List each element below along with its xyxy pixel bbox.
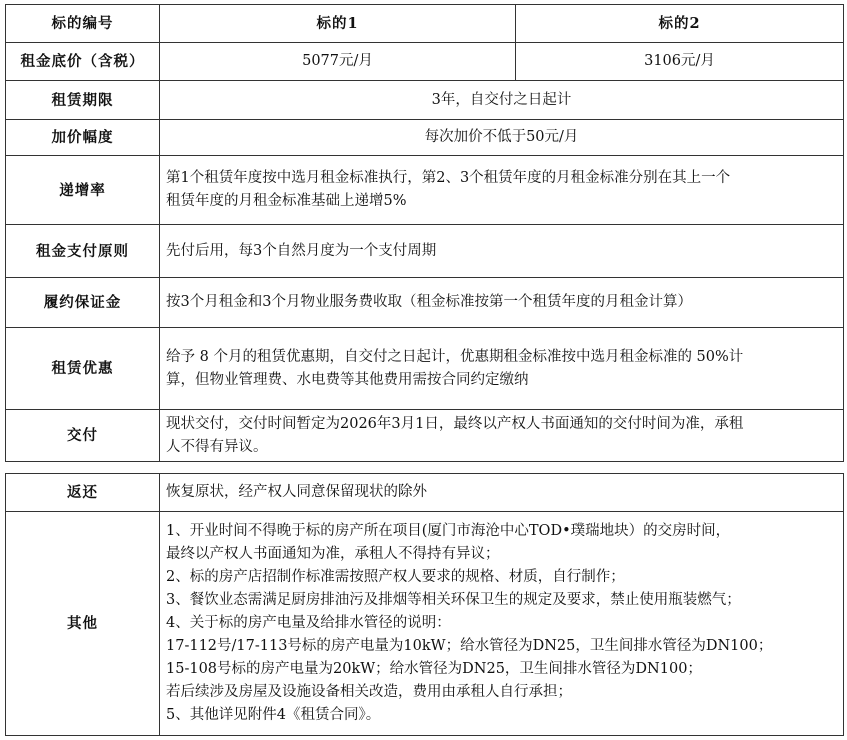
escalation-rate-label: 递增率 (6, 156, 160, 225)
table-row-return (6, 474, 844, 512)
delivery-line-1: 现状交付，交付时间暂定为2026年3月1日，最终以产权人书面通知的交付时间为准，承租 (166, 415, 744, 432)
delivery-label: 交付 (6, 410, 160, 462)
table-row-payment-principle (6, 225, 844, 278)
other-line-9: 5、其他详见附件4《租赁合同》。 (166, 707, 381, 723)
discount-label: 租赁优惠 (6, 328, 160, 410)
table-row-deposit (6, 278, 844, 328)
lease-term-value: 3年，自交付之日起计 (160, 81, 844, 120)
table-row-escalation-rate (6, 156, 844, 225)
other-line-3: 2、标的房产店招制作标准需按照产权人要求的规格、材质，自行制作； (166, 569, 625, 585)
lease-term-label: 租赁期限 (6, 81, 160, 120)
payment-principle-label: 租金支付原则 (6, 225, 160, 278)
rent-floor-lot-2: 3106元/月 (516, 43, 844, 81)
table-row-rent-floor (6, 43, 844, 81)
other-value (160, 512, 844, 736)
other-line-1: 1、开业时间不得晚于标的房产所在项目(厦门市海沧中心TOD•璞瑞地块）的交房时间， (166, 523, 731, 539)
rent-floor-lot-1: 5077元/月 (160, 43, 516, 81)
other-line-7: 15-108号标的房产电量为20kW；给水管径为DN25，卫生间排水管径为DN100； (166, 661, 702, 677)
header-label: 标的编号 (6, 5, 160, 43)
table-row-discount (6, 328, 844, 410)
payment-principle-value: 先付后用，每3个自然月度为一个支付周期 (160, 225, 844, 278)
deposit-value: 按3个月租金和3个月物业服务费收取（租金标准按第一个租赁年度的月租金计算） (160, 278, 844, 328)
other-line-8: 若后续涉及房屋及设施设备相关改造，费用由承租人自行承担； (166, 684, 572, 700)
table-row-other (6, 512, 844, 736)
escalation-rate-line-1: 第1个租赁年度按中选月租金标准执行，第2、3个租赁年度的月租金标准分别在其上一个 (166, 170, 731, 186)
table-row-delivery (6, 410, 844, 462)
discount-value (160, 328, 844, 410)
table-row-lease-term (6, 81, 844, 120)
header-lot-1: 标的1 (160, 5, 516, 43)
escalation-rate-value (160, 156, 844, 225)
other-line-4: 3、餐饮业态需满足厨房排油污及排烟等相关环保卫生的规定及要求，禁止使用瓶装燃气； (166, 592, 741, 608)
delivery-line-2: 人不得有异议。 (166, 438, 268, 455)
table-row-header (6, 5, 844, 43)
bid-increment-label: 加价幅度 (6, 120, 160, 156)
bid-increment-value: 每次加价不低于50元/月 (160, 120, 844, 156)
lease-terms-table (5, 4, 844, 462)
table-row-bid-increment (6, 120, 844, 156)
header-lot-2: 标的2 (516, 5, 844, 43)
other-line-2: 最终以产权人书面通知为准，承租人不得持有异议； (166, 546, 500, 562)
escalation-rate-line-2: 租赁年度的月租金标准基础上递增5% (166, 193, 407, 209)
other-line-5: 4、关于标的房产电量及给排水管径的说明： (166, 615, 451, 631)
other-line-6: 17-112号/17-113号标的房产电量为10kW；给水管径为DN25，卫生间排水管径为DN100； (166, 638, 773, 654)
return-value: 恢复原状，经产权人同意保留现状的除外 (160, 474, 844, 512)
discount-line-2: 算，但物业管理费、水电费等其他费用需按合同约定缴纳 (166, 371, 529, 388)
lease-terms-table-continued (5, 473, 844, 736)
discount-line-1: 给予 8 个月的租赁优惠期，自交付之日起计，优惠期租金标准按中选月租金标准的 50%计 (166, 348, 744, 365)
other-label: 其他 (6, 512, 160, 736)
delivery-value (160, 410, 844, 462)
return-label: 返还 (6, 474, 160, 512)
deposit-label: 履约保证金 (6, 278, 160, 328)
rent-floor-label: 租金底价（含税） (6, 43, 160, 81)
